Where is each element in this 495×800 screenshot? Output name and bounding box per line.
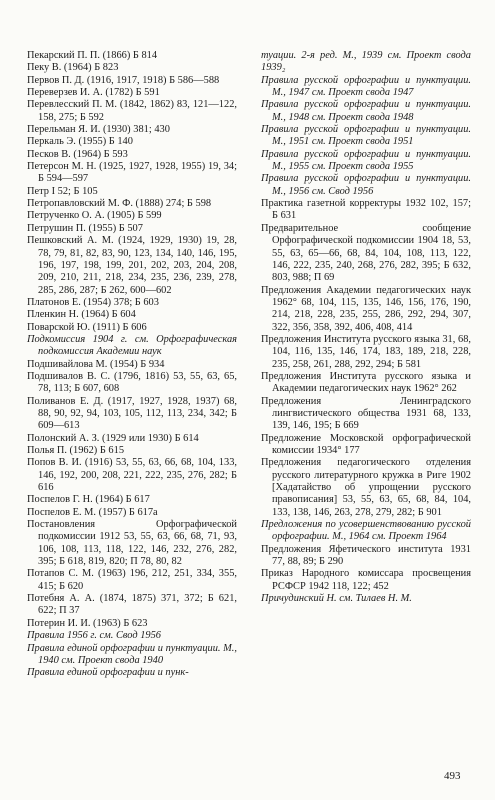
index-entry: туации. 2-я ред. М., 1939 см. Проект свода 1939₂ <box>261 50 471 74</box>
index-entry: Петрушин П. (1955) Б 507 <box>27 222 143 234</box>
index-entry: Правила русской орфографии и пунктуации. М., 1947 см. Проект свода 1947 <box>261 74 471 99</box>
index-entry: Правила русской орфографии и пунктуации. М., 1948 см. Проект свода 1948 <box>261 99 471 123</box>
index-entry: Первов П. Д. (1916, 1917, 1918) Б 586—588 <box>27 74 220 86</box>
index-entry: Петр I 52; Б 105 <box>27 185 98 197</box>
index-entry: Пекарский П. П. (1866) Б 814 <box>27 50 158 61</box>
index-entry: Подшивалов В. С. (1796, 1816) 53, 55, 63, 65, 78, 113; Б 607, 608 <box>27 370 237 395</box>
index-entry: Предложения Яфетического института 1931 77, 88, 89; Б 290 <box>261 543 471 568</box>
index-entry: Предложения Ленинградского лингвистического общества 1931 68, 133, 139, 146, 195; Б 669 <box>261 395 471 432</box>
index-entry: Пеку В. (1964) Б 823 <box>27 62 119 74</box>
index-entry: Петрученко О. А. (1905) Б 599 <box>27 210 162 222</box>
index-entry: Практика газетной корректуры 1932 102, 157; Б 631 <box>261 198 471 222</box>
index-entry: Предложение Московской орфографической комиссии 1934° 177 <box>261 432 471 456</box>
index-entry: Подшивайлова М. (1954) Б 934 <box>27 358 165 370</box>
index-entry: Потерин И. И. (1963) Б 623 <box>27 617 148 629</box>
index-entry: Потебня А. А. (1874, 1875) 371, 372; Б 621, 622; П 37 <box>27 593 237 617</box>
index-entry: Предложения Института русского языка 31, 68, 104, 116, 135, 146, 174, 183, 189, 218, 228, 235, 258, 261, 288, 292, 294; Б 581 <box>261 333 471 370</box>
index-entry: Правила единой орфографии и пунк- <box>27 667 189 679</box>
index-entry: Предложения по усовершенствованию русской орфографии. М., 1964 см. Проект 1964 <box>261 519 471 543</box>
index-entry: Причудинский Н. см. Тилаев Н. М. <box>261 593 412 605</box>
index-entry: Потапов С. М. (1963) 196, 212, 251, 334, 355, 415; Б 620 <box>27 568 237 592</box>
index-entry: Подкомиссия 1904 г. см. Орфографическая подкомиссия Академии наук <box>27 333 237 358</box>
index-entry: Полья П. (1962) Б 615 <box>27 445 125 456</box>
left-column <box>27 50 237 680</box>
index-entry: Петерсон М. Н. (1925, 1927, 1928, 1955) 19, 34; Б 594—597 <box>27 161 237 185</box>
index-entry: Правила русской орфографии и пунктуации. М., 1955 см. Проект свода 1955 <box>261 148 471 173</box>
index-entry: Пешковский А. М. (1924, 1929, 1930) 19, 28, 78, 79, 81, 82, 83, 90, 123, 134, 140, 146, 195, 196, 197, 198, 199, 201, 202, 203, 204, 208, 209, 210, 211, 218, 234, 235, 236, 239, 278, 285, 286, 287; Б 262, 600—602 <box>27 235 237 296</box>
index-entry: Попов В. И. (1916) 53, 55, 63, 66, 68, 104, 133, 146, 192, 200, 208, 221, 222, 235, 276, 282; Б 616 <box>27 457 237 494</box>
index-entry: Предложения педагогического отделения русского литературного кружка в Риге 1902 [Хадатайство об упрощении русского правописания] 53, 55, 63, 65, 68, 84, 104, 133, 138, 146, 263, 278, 279, 282; Б 901 <box>261 457 471 518</box>
index-entry: Поливанов Е. Д. (1917, 1927, 1928, 1937) 68, 88, 90, 92, 94, 103, 105, 112, 113, 234, 342; Б 609—613 <box>27 395 237 432</box>
index-entry: Перельман Я. И. (1930) 381; 430 <box>27 124 170 136</box>
index-entry: Правила русской орфографии и пунктуации. М., 1951 см. Проект свода 1951 <box>261 124 471 148</box>
index-entry: Приказ Народного комиссара просвещения РСФСР 1942 118, 122; 452 <box>261 568 471 592</box>
index-entry: Петропавловский М. Ф. (1888) 274; Б 598 <box>27 198 212 210</box>
index-entry: Правила 1956 г. см. Свод 1956 <box>27 630 161 642</box>
index-entry: Пленкин Н. (1964) Б 604 <box>27 309 136 321</box>
index-entry: Поварской Ю. (1911) Б 606 <box>27 321 147 333</box>
index-entry: Перевлесский П. М. (1842, 1862) 83, 121—122, 158, 275; Б 592 <box>27 99 237 123</box>
index-entry: Предложения Академии педагогических наук 1962° 68, 104, 115, 135, 146, 156, 176, 190, 214, 218, 228, 235, 255, 286, 292, 294, 307, 322, 356, 358, 392, 406, 408, 414 <box>261 284 471 333</box>
index-entry: Постановления Орфографической подкомиссии 1912 53, 55, 63, 66, 68, 71, 93, 106, 108, 113, 118, 122, 146, 232, 276, 282, 395; Б 618, 819, 820; П 78, 80, 82 <box>27 519 237 568</box>
index-entry: Поспелов Е. М. (1957) Б 617а <box>27 506 158 518</box>
index-entry: Правила русской орфографии и пунктуации. М., 1956 см. Свод 1956 <box>261 173 471 197</box>
index-entry: Поспелов Г. Н. (1964) Б 617 <box>27 494 150 506</box>
page-number: 493 <box>444 770 461 782</box>
index-entry: Предложения Института русского языка и Академии педагогических наук 1962° 262 <box>261 370 471 395</box>
index-entry: Платонов Е. (1954) 378; Б 603 <box>27 296 159 308</box>
index-entry: Песков В. (1964) Б 593 <box>27 148 128 160</box>
index-entry: Предварительное сообщение Орфографической подкомиссии 1904 18, 53, 55, 63, 65—66, 68, 84, 104, 108, 113, 122, 146, 222, 235, 240, 268, 276, 282, 395; Б 632, 803, 988; П 69 <box>261 222 471 284</box>
index-entry: Полонский А. З. (1929 или 1930) Б 614 <box>27 432 199 444</box>
index-entry: Переверзев И. А. (1782) Б 591 <box>27 87 160 99</box>
index-entry: Правила единой орфографии и пунктуации. М., 1940 см. Проект свода 1940 <box>27 642 237 666</box>
right-column <box>261 50 471 605</box>
index-entry: Перкаль Э. (1955) Б 140 <box>27 136 133 148</box>
